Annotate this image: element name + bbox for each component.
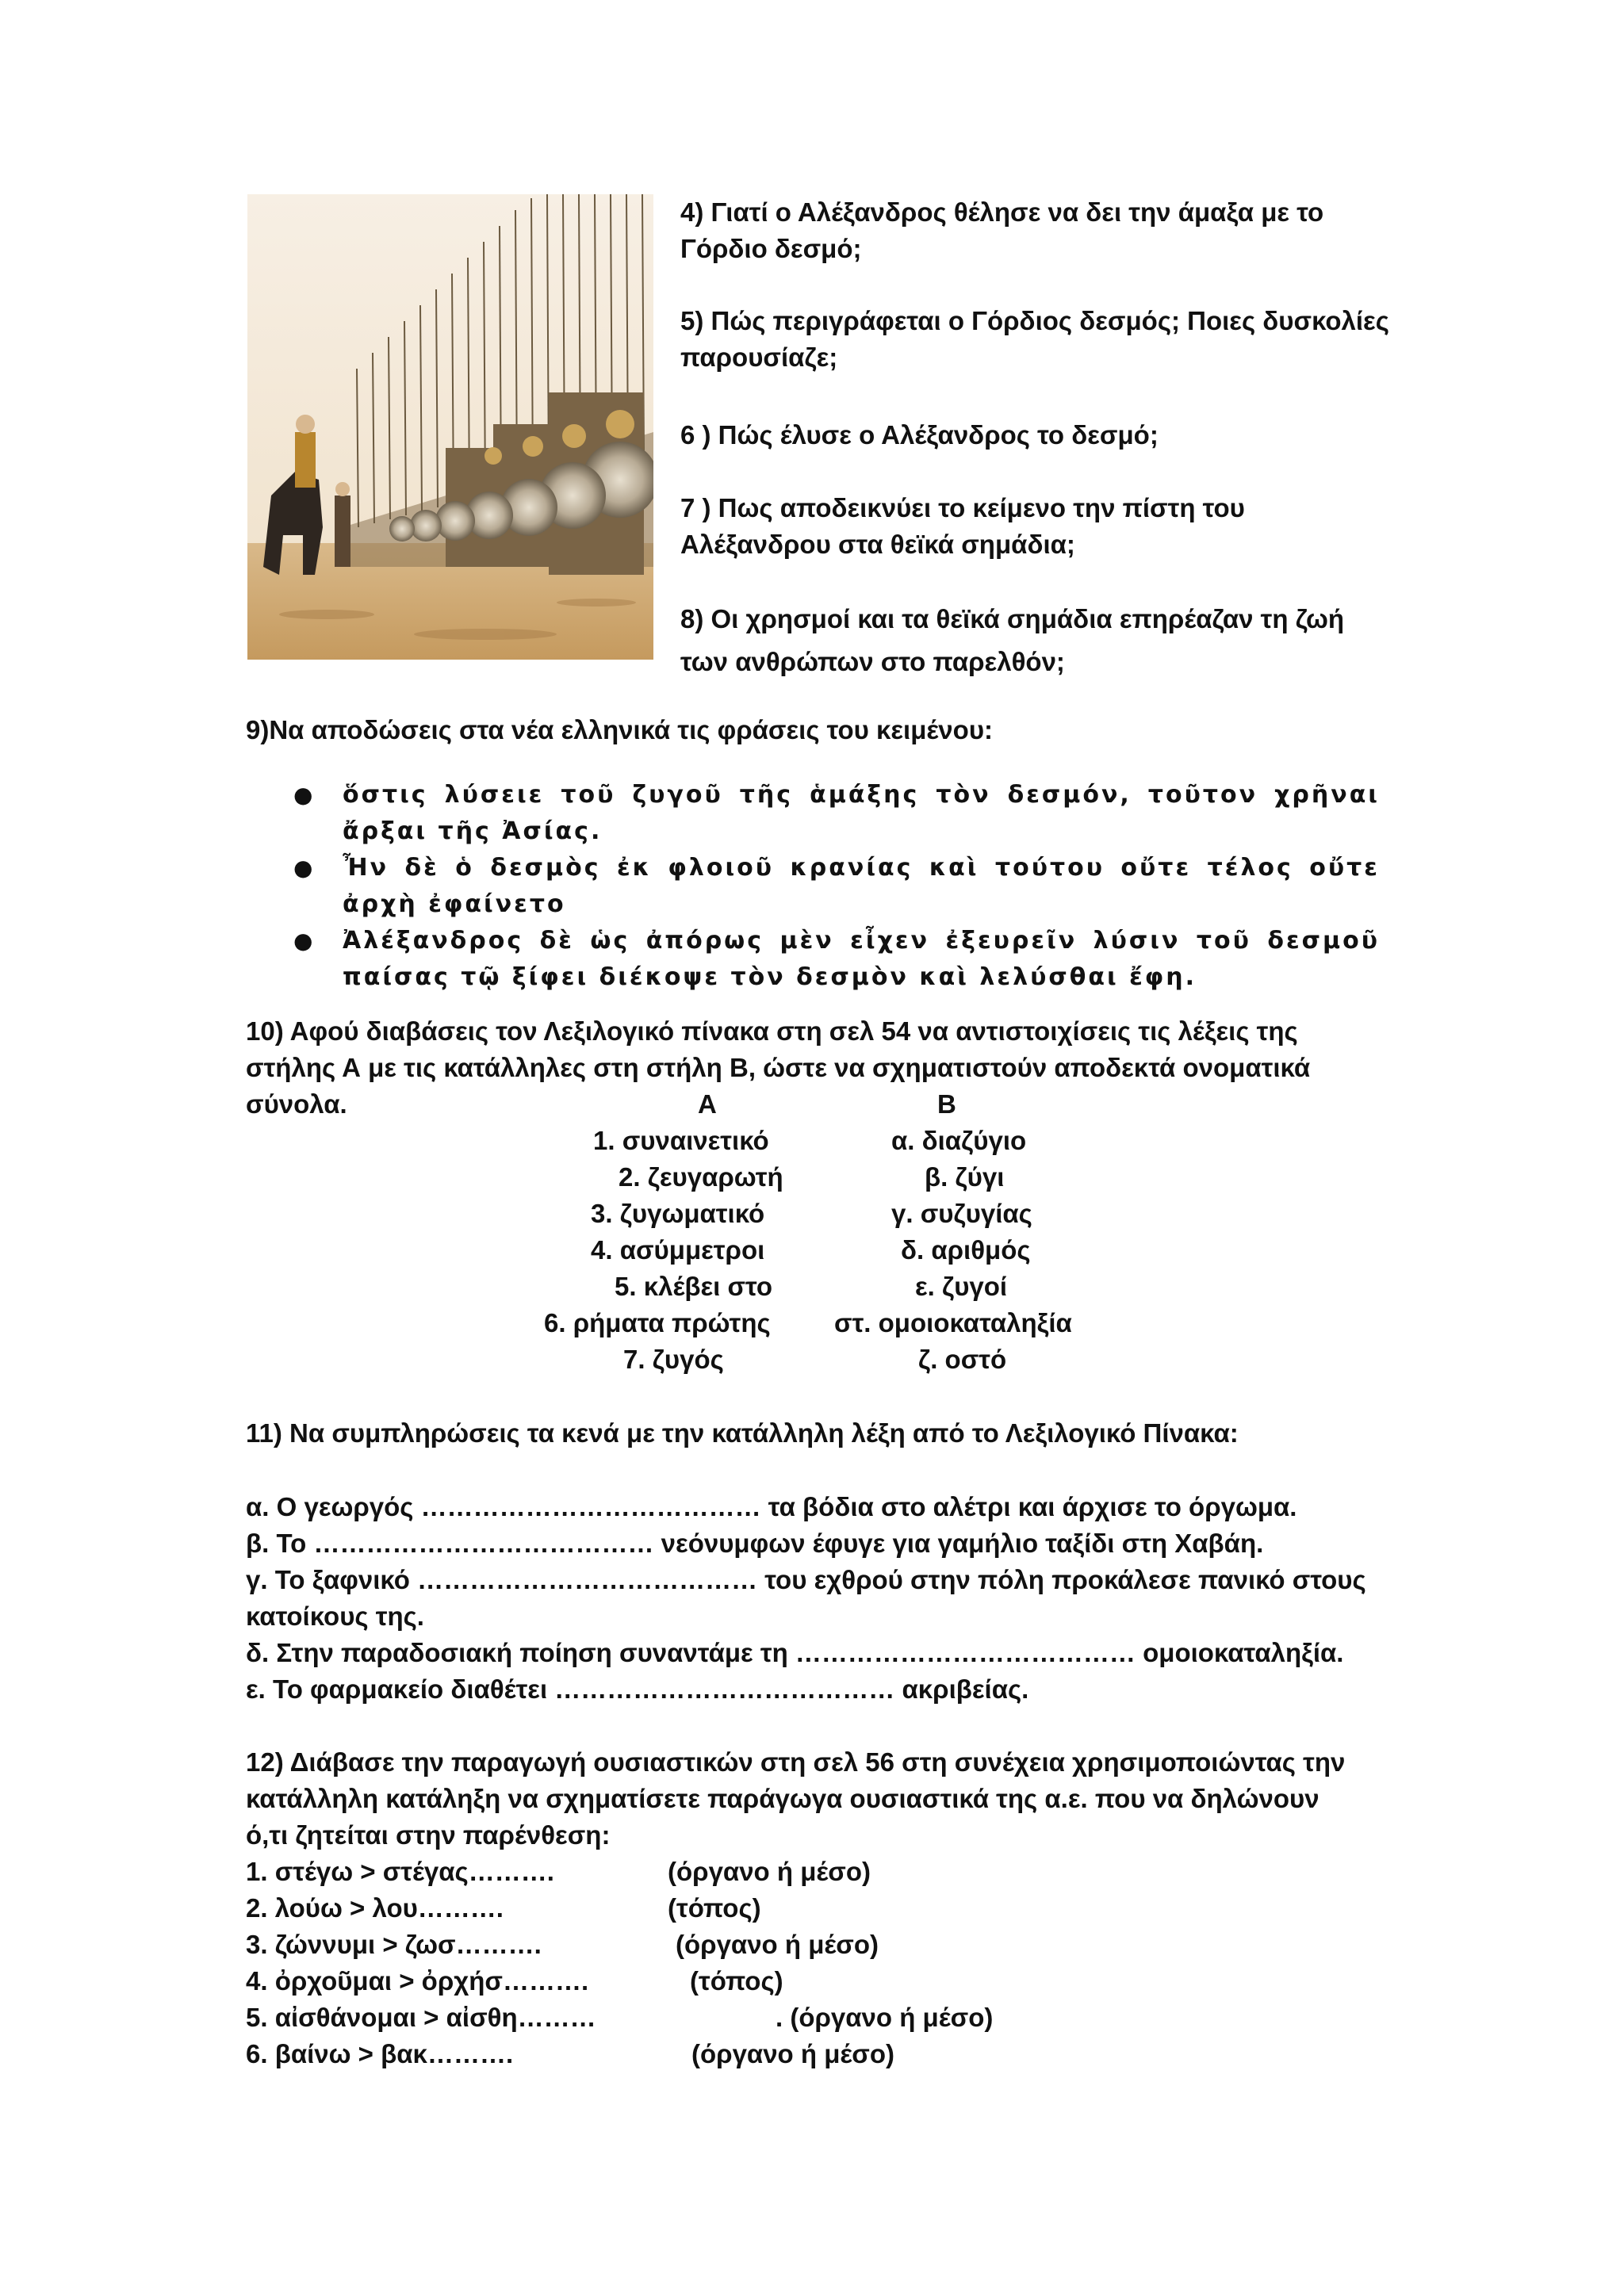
question-9-heading: 9)Να αποδώσεις στα νέα ελληνικά τις φράσεις του κειμένου:	[246, 715, 994, 744]
question-6: 6 ) Πώς έλυσε ο Αλέξανδρος το δεσμό;	[680, 420, 1159, 450]
question-9-list	[293, 777, 1380, 996]
list-item	[293, 777, 1380, 850]
question-12-line1: 12) Διάβασε την παραγωγή ουσιαστικών στη σελ 56 στη συνέχεια χρησιμοποιώντας την	[246, 1747, 1346, 1777]
fill-blank-line: ε. Το φαρμακείο διαθέτει ………………………………… ακριβείας.	[246, 1674, 1029, 1704]
greek-phrase: Ἀλέξανδρος δὲ ὡς ἀπόρως μὲν εἶχεν ἐξευρεῖν λύσιν τοῦ δεσμοῦ παίσας τῷ ξίφει διέκοψε τὸν δεσμὸν καὶ λελύσθαι ἔφη.	[343, 927, 1380, 991]
derivation-word: 4. ὀρχοῦμαι > ὀρχήσ……….	[246, 1966, 589, 1996]
fill-blank-line: γ. Το ξαφνικό ………………………………… του εχθρού στην πόλη προκάλεσε πανικό στους	[246, 1565, 1366, 1594]
question-10-line3: σύνολα.	[246, 1089, 347, 1119]
question-8: 8) Οι χρησμοί και τα θεϊκά σημάδια επηρέαζαν τη ζωή των ανθρώπων στο παρελθόν;	[680, 604, 1345, 676]
question-12-line3: ό,τι ζητείται στην παρένθεση:	[246, 1820, 611, 1850]
column-a-item: 5. κλέβει στο	[615, 1272, 773, 1301]
bullet-icon: ●	[293, 782, 316, 808]
list-item	[293, 850, 1380, 923]
fill-blank-line: α. Ο γεωργός ………………………………… τα βόδια στο αλέτρι και άρχισε το όργωμα.	[246, 1492, 1297, 1521]
column-a-header: Α	[698, 1089, 717, 1119]
column-a-item: 7. ζυγός	[623, 1345, 724, 1374]
phalanx-image	[247, 194, 653, 660]
derivation-hint: (τόπος)	[690, 1966, 783, 1996]
bullet-icon: ●	[293, 855, 316, 881]
fill-blank-line: δ. Στην παραδοσιακή ποίηση συναντάμε τη ………………………………… ομοιοκαταληξία.	[246, 1638, 1344, 1667]
greek-phrase: ὅστις λύσειε τοῦ ζυγοῦ τῆς ἁμάξης τὸν δεσμόν, τοῦτον χρῆναι ἄρξαι τῆς Ἀσίας.	[343, 781, 1380, 845]
question-5: 5) Πώς περιγράφεται ο Γόρδιος δεσμός; Ποιες δυσκολίες παρουσίαζε;	[680, 306, 1389, 372]
derivation-hint: (όργανο ή μέσο)	[676, 1930, 879, 1959]
column-b-item: β. ζύγι	[925, 1162, 1005, 1192]
list-item	[293, 923, 1380, 996]
question-10-line2: στήλης Α με τις κατάλληλες στη στήλη Β, ώστε να σχηματιστούν αποδεκτά ονοματικά	[246, 1053, 1311, 1082]
column-b-item: γ. συζυγίας	[891, 1199, 1032, 1228]
derivation-word: 1. στέγω > στέγας……….	[246, 1857, 554, 1886]
greek-phrase: Ἦν δὲ ὁ δεσμὸς ἐκ φλοιοῦ κρανίας καὶ τούτου οὔτε τέλος οὔτε ἀρχὴ ἐφαίνετο	[343, 854, 1380, 918]
bullet-icon: ●	[293, 928, 316, 954]
column-b-item: στ. ομοιοκαταληξία	[834, 1308, 1072, 1337]
question-10-line1: 10) Αφού διαβάσεις τον Λεξιλογικό πίνακα στη σελ 54 να αντιστοιχίσεις τις λέξεις της	[246, 1016, 1298, 1046]
column-b-item: ζ. οστό	[918, 1345, 1007, 1374]
column-b-item: δ. αριθμός	[901, 1235, 1031, 1265]
column-a-item: 4. ασύμμετροι	[591, 1235, 765, 1265]
derivation-hint: (όργανο ή μέσο)	[668, 1857, 871, 1886]
fill-blank-line: β. Το ………………………………… νεόνυμφων έφυγε για γαμήλιο ταξίδι στη Χαβάη.	[246, 1529, 1264, 1558]
question-12-line2: κατάλληλη κατάληξη να σχηματίσετε παράγωγα ουσιαστικά της α.ε. που να δηλώνουν	[246, 1784, 1320, 1813]
question-4: 4) Γιατί ο Αλέξανδρος θέλησε να δει την άμαξα με το Γόρδιο δεσμό;	[680, 197, 1324, 263]
derivation-hint: (τόπος)	[668, 1893, 761, 1923]
phalanx-illustration	[247, 194, 653, 660]
derivation-word: 2. λούω > λου……….	[246, 1893, 504, 1923]
column-a-item: 1. συναινετικό	[593, 1126, 769, 1155]
column-b-header: Β	[937, 1089, 956, 1119]
derivation-hint: (όργανο ή μέσο)	[691, 2039, 895, 2068]
derivation-word: 5. αἰσθάνομαι > αἰσθη………	[246, 2003, 596, 2032]
column-a-item: 6. ρήματα πρώτης	[544, 1308, 771, 1337]
derivation-word: 6. βαίνω > βακ……….	[246, 2039, 514, 2068]
column-a-item: 3. ζυγωματικό	[591, 1199, 765, 1228]
question-11-heading: 11) Να συμπληρώσεις τα κενά με την κατάλληλη λέξη από το Λεξιλογικό Πίνακα:	[246, 1418, 1239, 1448]
column-a-item: 2. ζευγαρωτή	[619, 1162, 783, 1192]
column-b-item: α. διαζύγιο	[891, 1126, 1027, 1155]
derivation-word: 3. ζώννυμι > ζωσ……….	[246, 1930, 542, 1959]
question-7: 7 ) Πως αποδεικνύει το κείμενο την πίστη του Αλέξανδρου στα θεϊκά σημάδια;	[680, 493, 1245, 559]
column-b-item: ε. ζυγοί	[915, 1272, 1008, 1301]
fill-blank-line: κατοίκους της.	[246, 1601, 424, 1631]
derivation-hint: . (όργανο ή μέσο)	[776, 2003, 994, 2032]
